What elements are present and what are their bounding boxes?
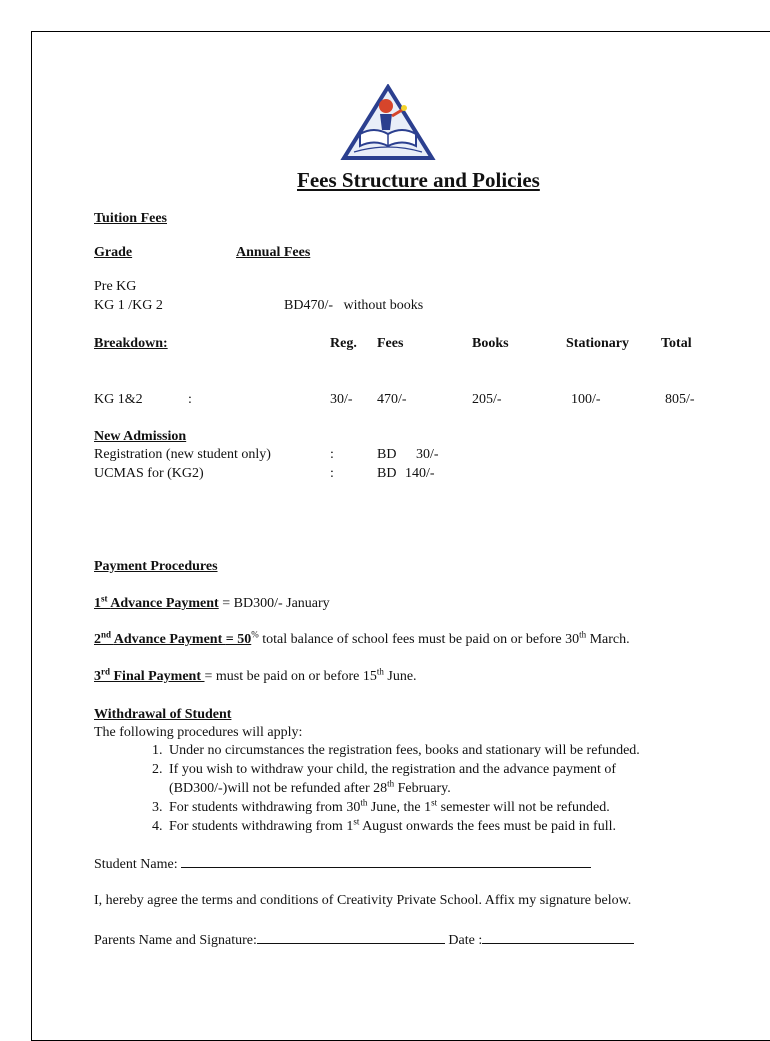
list-item: 3. For students withdrawing from 30th June, the 1st semester will not be refunded. xyxy=(166,799,766,818)
annual-fee-value: BD470/- without books xyxy=(284,298,424,313)
row-colon: : xyxy=(188,392,192,407)
school-logo-icon xyxy=(340,84,436,164)
admission-label: Registration (new student only) xyxy=(94,447,271,462)
student-name-row xyxy=(94,855,591,873)
col-total: Total xyxy=(661,336,692,351)
grade-prekg: Pre KG xyxy=(94,279,137,294)
payment-third: 3rd Final Payment = must be paid on or before 15th June. xyxy=(94,666,417,684)
grade-kg: KG 1 /KG 2 xyxy=(94,298,163,313)
new-admission-heading: New Admission xyxy=(94,429,187,444)
payment-first: 1st Advance Payment = BD300/- January xyxy=(94,593,330,611)
col-stationary: Stationary xyxy=(566,336,629,351)
agreement-text: I, hereby agree the terms and conditions of Creativity Private School. Affix my signature below. xyxy=(94,893,632,908)
withdrawal-heading: Withdrawal of Student xyxy=(94,707,232,722)
list-item: 2. If you wish to withdraw your child, the registration and the advance payment of (BD300/-)will not be refunded after 28th February. xyxy=(166,761,689,799)
row-total: 805/- xyxy=(665,392,695,407)
admission-colon: : xyxy=(330,447,334,462)
parents-signature-label: Parents Name and Signature: xyxy=(94,933,257,948)
withdrawal-intro: The following procedures will apply: xyxy=(94,725,303,740)
admission-amount: 140/- xyxy=(405,466,435,481)
tuition-heading: Tuition Fees xyxy=(94,211,167,226)
payment-second: 2nd Advance Payment = 50% total balance of school fees must be paid on or before 30th March. xyxy=(94,629,630,647)
page-title: Fees Structure and Policies xyxy=(297,168,540,192)
row-books: 205/- xyxy=(472,392,502,407)
student-name-field[interactable] xyxy=(181,855,591,868)
parents-signature-row xyxy=(94,931,634,949)
date-label: Date : xyxy=(444,933,483,948)
admission-amount: 30/- xyxy=(416,447,439,462)
admission-label: UCMAS for (KG2) xyxy=(94,466,204,481)
student-name-label: Student Name: xyxy=(94,857,182,872)
row-stationary: 100/- xyxy=(571,392,601,407)
row-grade: KG 1&2 xyxy=(94,392,143,407)
row-reg: 30/- xyxy=(330,392,353,407)
admission-colon: : xyxy=(330,466,334,481)
col-books: Books xyxy=(472,336,509,351)
annual-fees-header: Annual Fees xyxy=(236,245,311,260)
grade-header: Grade xyxy=(94,245,133,260)
col-fees: Fees xyxy=(377,336,404,351)
parents-signature-field[interactable] xyxy=(257,931,445,944)
col-reg: Reg. xyxy=(330,336,357,351)
breakdown-label: Breakdown: xyxy=(94,336,168,351)
admission-currency: BD xyxy=(377,447,397,462)
date-field[interactable] xyxy=(482,931,634,944)
withdrawal-list xyxy=(146,742,766,836)
list-item: 4. For students withdrawing from 1st August onwards the fees must be paid in full. xyxy=(166,818,766,837)
row-fees: 470/- xyxy=(377,392,407,407)
list-item: 1. Under no circumstances the registration fees, books and stationary will be refunded. xyxy=(166,742,766,761)
admission-currency: BD xyxy=(377,466,397,481)
payment-heading: Payment Procedures xyxy=(94,559,218,574)
